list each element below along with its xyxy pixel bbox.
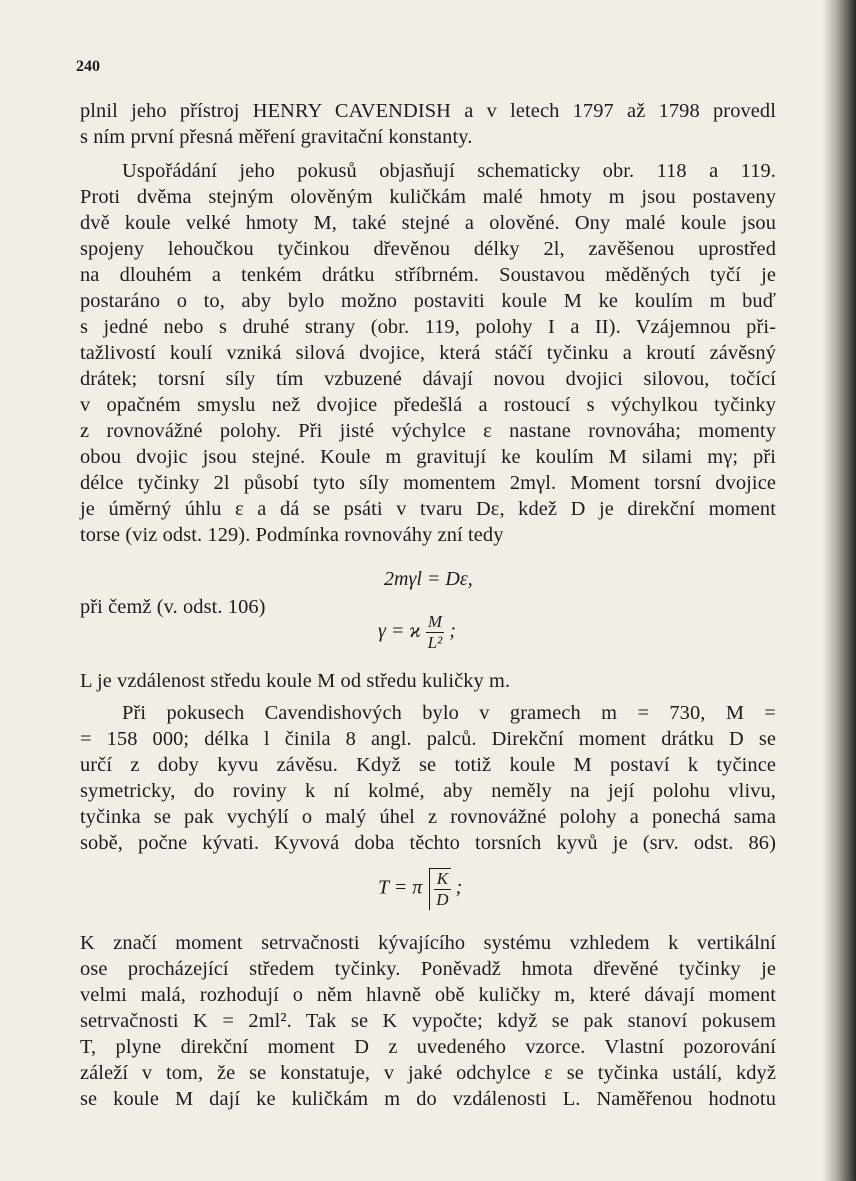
text-line: L je vzdálenost středu koule M od středu kuličky m. bbox=[80, 670, 511, 692]
equation-period bbox=[378, 868, 462, 910]
text-line: K značí moment setrvačnosti kývajícího systému vzhledem k vertikální bbox=[80, 932, 776, 954]
text-line: drátek; torsní síly tím vzbuzené dávají novou dvojici silovou, točící bbox=[80, 368, 776, 390]
eq2-lhs: γ = ϰ bbox=[378, 620, 421, 643]
text-line: s ním první přesná měření gravitační konstanty. bbox=[80, 126, 473, 148]
text-line: ose procházející středem tyčinky. Poněvadž hmota dřevěné tyčinky je bbox=[80, 958, 776, 980]
text-line: Při pokusech Cavendishových bylo v gramech m = 730, M = bbox=[122, 702, 776, 724]
text-line: spojeny lehoučkou tyčinkou dřevěnou délky 2l, zavěšenou uprostřed bbox=[80, 238, 776, 260]
text-line: Proti dvěma stejným olověným kuličkám malé hmoty m jsou postaveny bbox=[80, 186, 776, 208]
eq3-lhs: T = π bbox=[378, 876, 423, 899]
text-line: se koule M dají ke kuličkám m do vzdálenosti L. Naměřenou hodnotu bbox=[80, 1088, 776, 1110]
eq2-numerator: M bbox=[427, 612, 442, 631]
eq3-fraction bbox=[434, 869, 450, 910]
text-line: záleží v tom, že se konstatuje, v jaké odchylce ε se tyčinka ustálí, když bbox=[80, 1062, 776, 1084]
text-line: při čemž (v. odst. 106) bbox=[80, 596, 266, 618]
text-line: určí z doby kyvu závěsu. Když se totiž koule M postaví k tyčince bbox=[80, 754, 776, 776]
text-line: dvě koule velké hmoty M, také stejné a olověné. Ony malé koule jsou bbox=[80, 212, 776, 234]
text-line: je úměrný úhlu ε a dá se psáti v tvaru Dε, kdež D je direkční moment bbox=[80, 498, 776, 520]
text-line: s jedné nebo s druhé strany (obr. 119, polohy I a II). Vzájemnou při- bbox=[80, 316, 776, 338]
text-line: setrvačnosti K = 2ml². Tak se K vypočte; když se pak stanoví pokusem bbox=[80, 1010, 776, 1032]
eq2-end: ; bbox=[449, 620, 456, 643]
text-line: na dlouhém a tenkém drátku stříbrném. Soustavou měděných tyčí je bbox=[80, 264, 776, 286]
text-line: symetricky, do roviny k ní kolmé, aby neměly na její polohu vlivu, bbox=[80, 780, 776, 802]
equation-equilibrium: 2mγl = Dε, bbox=[384, 568, 473, 590]
text-line: tažlivostí koulí vzniká silová dvojice, která stáčí tyčinku a kroutí závěsný bbox=[80, 342, 776, 364]
eq2-denominator: L² bbox=[427, 633, 443, 652]
eq2-fraction bbox=[426, 612, 445, 653]
text-line: v opačném smyslu než dvojice předešlá a rostoucí s výchylkou tyčinky bbox=[80, 394, 776, 416]
text-line: plnil jeho přístroj HENRY CAVENDISH a v letech 1797 až 1798 provedl bbox=[80, 100, 776, 122]
text-line: délce tyčinky 2l působí tyto síly momentem 2mγl. Moment torsní dvojice bbox=[80, 472, 776, 494]
text-line: z rovnovážné polohy. Při jisté výchylce ε nastane rovnováha; momenty bbox=[80, 420, 776, 442]
text-line: tyčinka se pak vychýlí o malý úhel z rovnovážné polohy a ponechá sama bbox=[80, 806, 776, 828]
eq3-numerator: K bbox=[436, 869, 449, 888]
text-line: Uspořádání jeho pokusů objasňují schematicky obr. 118 a 119. bbox=[122, 160, 776, 182]
text-line: T, plyne direkční moment D z uvedeného vzorce. Vlastní pozorování bbox=[80, 1036, 776, 1058]
text-line: torse (viz odst. 129). Podmínka rovnováhy zní tedy bbox=[80, 524, 504, 546]
equation-gamma bbox=[378, 612, 456, 653]
text-line: = 158 000; délka l činila 8 angl. palců. Direkční moment drátku D se bbox=[80, 728, 776, 750]
eq3-end: ; bbox=[455, 876, 463, 899]
text-line: velmi malá, rozhodují o něm hlavně obě kuličky m, které dávají moment bbox=[80, 984, 776, 1006]
square-root-sign bbox=[429, 868, 450, 910]
text-line: sobě, počne kývati. Kyvová doba těchto torsních kyvů je (srv. odst. 86) bbox=[80, 832, 776, 854]
page-edge-shadow bbox=[822, 0, 856, 1181]
page-number: 240 bbox=[76, 58, 100, 75]
text-line: obou dvojic jsou stejné. Koule m gravitují ke koulím M silami mγ; při bbox=[80, 446, 776, 468]
eq3-denominator: D bbox=[436, 890, 449, 909]
text-line: postaráno o to, aby bylo možno postaviti koule M ke koulím m buď bbox=[80, 290, 776, 312]
